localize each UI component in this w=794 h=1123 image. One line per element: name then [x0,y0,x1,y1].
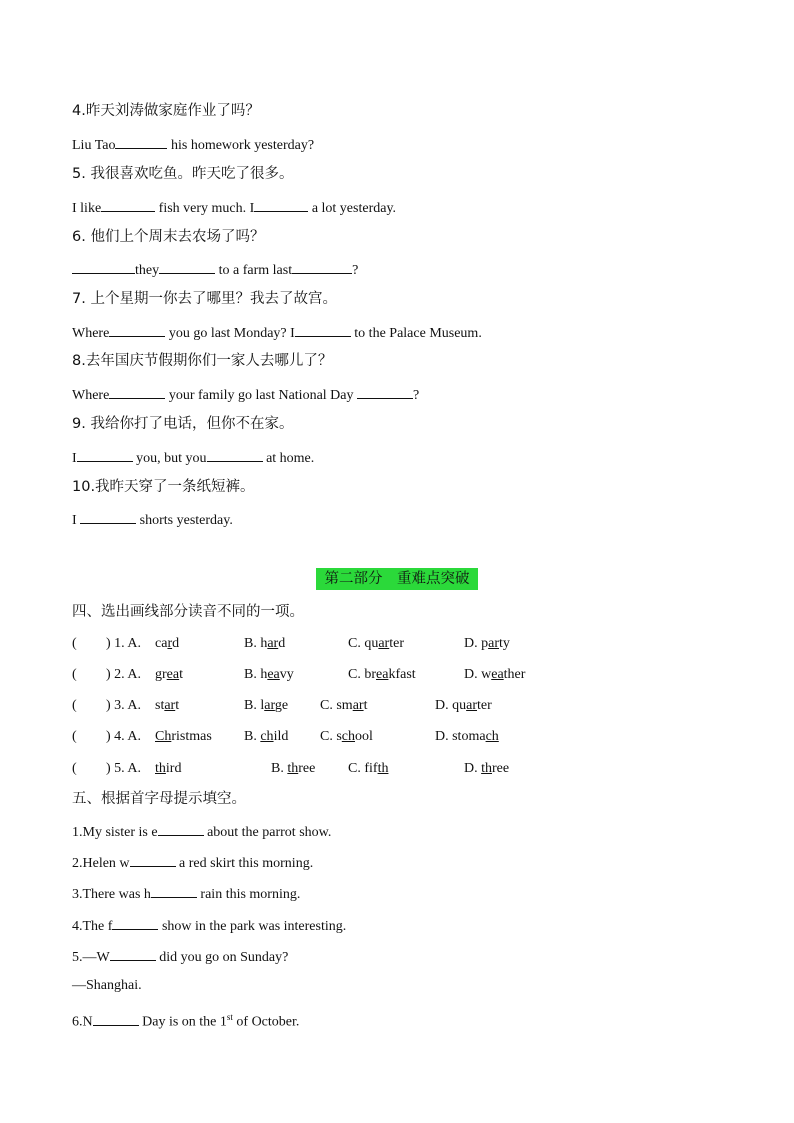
answer-blank[interactable] [77,447,133,462]
translation-6-en: they to a farm last ? [72,259,358,280]
answer-blank[interactable] [72,259,135,274]
q5-item-3: 3.There was h rain this morning. [72,883,300,904]
answer-blank[interactable] [207,447,263,462]
translation-8-en: Where your family go last National Day ? [72,384,419,405]
translation-8-cn: 8.去年国庆节假期你们一家人去哪儿了？ [72,353,333,369]
answer-blank[interactable] [109,322,165,337]
q5-item-4: 4.The f show in the park was interesting. [72,915,346,936]
q5-title: 五、根据首字母提示填空。 [72,791,246,807]
q5-item-2: 2.Helen w a red skirt this morning. [72,852,313,873]
answer-blank[interactable] [109,384,165,399]
answer-blank[interactable] [110,946,156,961]
answer-blank[interactable] [158,821,204,836]
answer-blank[interactable] [80,509,136,524]
translation-4-en: Liu Tao his homework yesterday? [72,134,314,155]
translation-7-en: Where you go last Monday? I to the Palace Museum. [72,322,482,343]
q5-item-1: 1.My sister is e about the parrot show. [72,821,331,842]
answer-blank[interactable] [115,134,167,149]
section-2-title: 第二部分 重难点突破 [316,568,478,590]
translation-5-cn: 5. 我很喜欢吃鱼。昨天吃了很多。 [72,166,294,182]
answer-blank[interactable] [254,197,308,212]
translation-5-en: I like fish very much. I a lot yesterday. [72,197,396,218]
translation-4-cn: 4.昨天刘涛做家庭作业了吗？ [72,103,260,119]
answer-blank[interactable] [101,197,155,212]
answer-blank[interactable] [93,1011,139,1026]
answer-blank[interactable] [357,384,413,399]
answer-blank[interactable] [292,259,352,274]
answer-blank[interactable] [295,322,351,337]
translation-10-en: I shorts yesterday. [72,509,233,530]
answer-blank[interactable] [112,915,158,930]
translation-9-cn: 9. 我给你打了电话，但你不在家。 [72,416,294,432]
q4-title: 四、选出画线部分读音不同的一项。 [72,604,304,620]
q5-item-6: 6.N Day is on the 1st of October. [72,1012,300,1030]
q5-item-5: 5.—W did you go on Sunday? [72,946,288,967]
answer-blank[interactable] [159,259,215,274]
answer-blank[interactable] [151,883,197,898]
translation-10-cn: 10.我昨天穿了一条纸短裤。 [72,479,255,495]
translation-6-cn: 6. 他们上个周末去农场了吗？ [72,229,265,245]
translation-9-en: I you, but you at home. [72,447,314,468]
answer-blank[interactable] [130,852,176,867]
q5-item-5-answer: —Shanghai. [72,978,142,993]
translation-7-cn: 7. 上个星期一你去了哪里？我去了故宫。 [72,291,337,307]
